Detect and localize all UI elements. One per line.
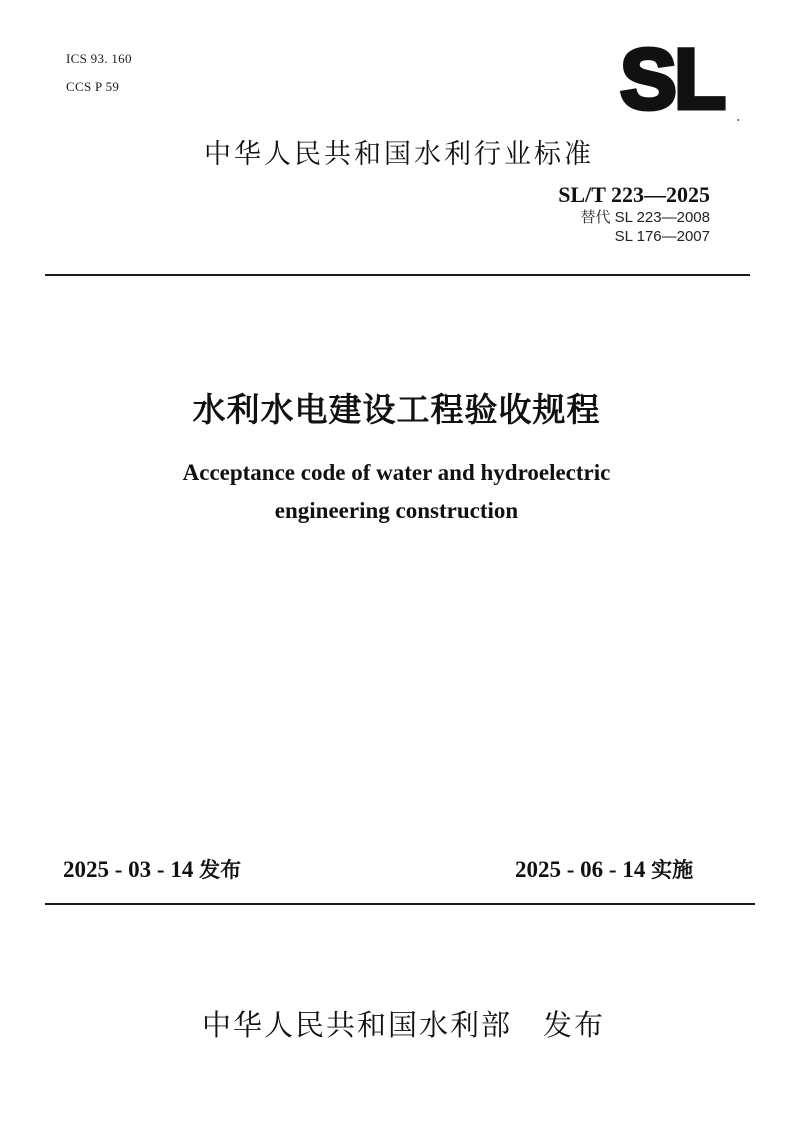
title-english-line-1: Acceptance code of water and hydroelectric	[182, 460, 611, 485]
standard-number: SL/T 223—2025	[558, 182, 710, 207]
sl-logo	[610, 44, 734, 112]
ics-code: ICS 93. 160	[66, 51, 132, 66]
issue-date-line	[63, 854, 241, 884]
sl-logo-graphic	[610, 44, 734, 112]
standard-number-block	[558, 182, 710, 246]
title-english	[0, 454, 793, 530]
title-english-line-2: engineering construction	[274, 498, 519, 523]
effective-date-line	[515, 854, 693, 884]
ccs-code: CCS P 59	[66, 79, 120, 94]
top-divider	[45, 274, 750, 276]
replaces-standard: 替代 SL 223—2008	[580, 209, 710, 226]
sl-logo-text: SL	[620, 44, 724, 112]
effective-label: 实施	[651, 858, 694, 882]
bottom-divider	[45, 903, 755, 905]
title-chinese: 水利水电建设工程验收规程	[192, 390, 601, 429]
effective-date: 2025 - 06 - 14	[515, 857, 646, 882]
replaces-standard-2: SL 176—2007	[614, 228, 710, 245]
standard-category: 中华人民共和国水利行业标准	[204, 139, 594, 170]
issue-label: 发布	[199, 858, 242, 882]
mark-dot	[737, 119, 739, 121]
publisher: 中华人民共和国水利部 发布	[202, 1008, 606, 1042]
issue-date: 2025 - 03 - 14	[63, 857, 194, 882]
